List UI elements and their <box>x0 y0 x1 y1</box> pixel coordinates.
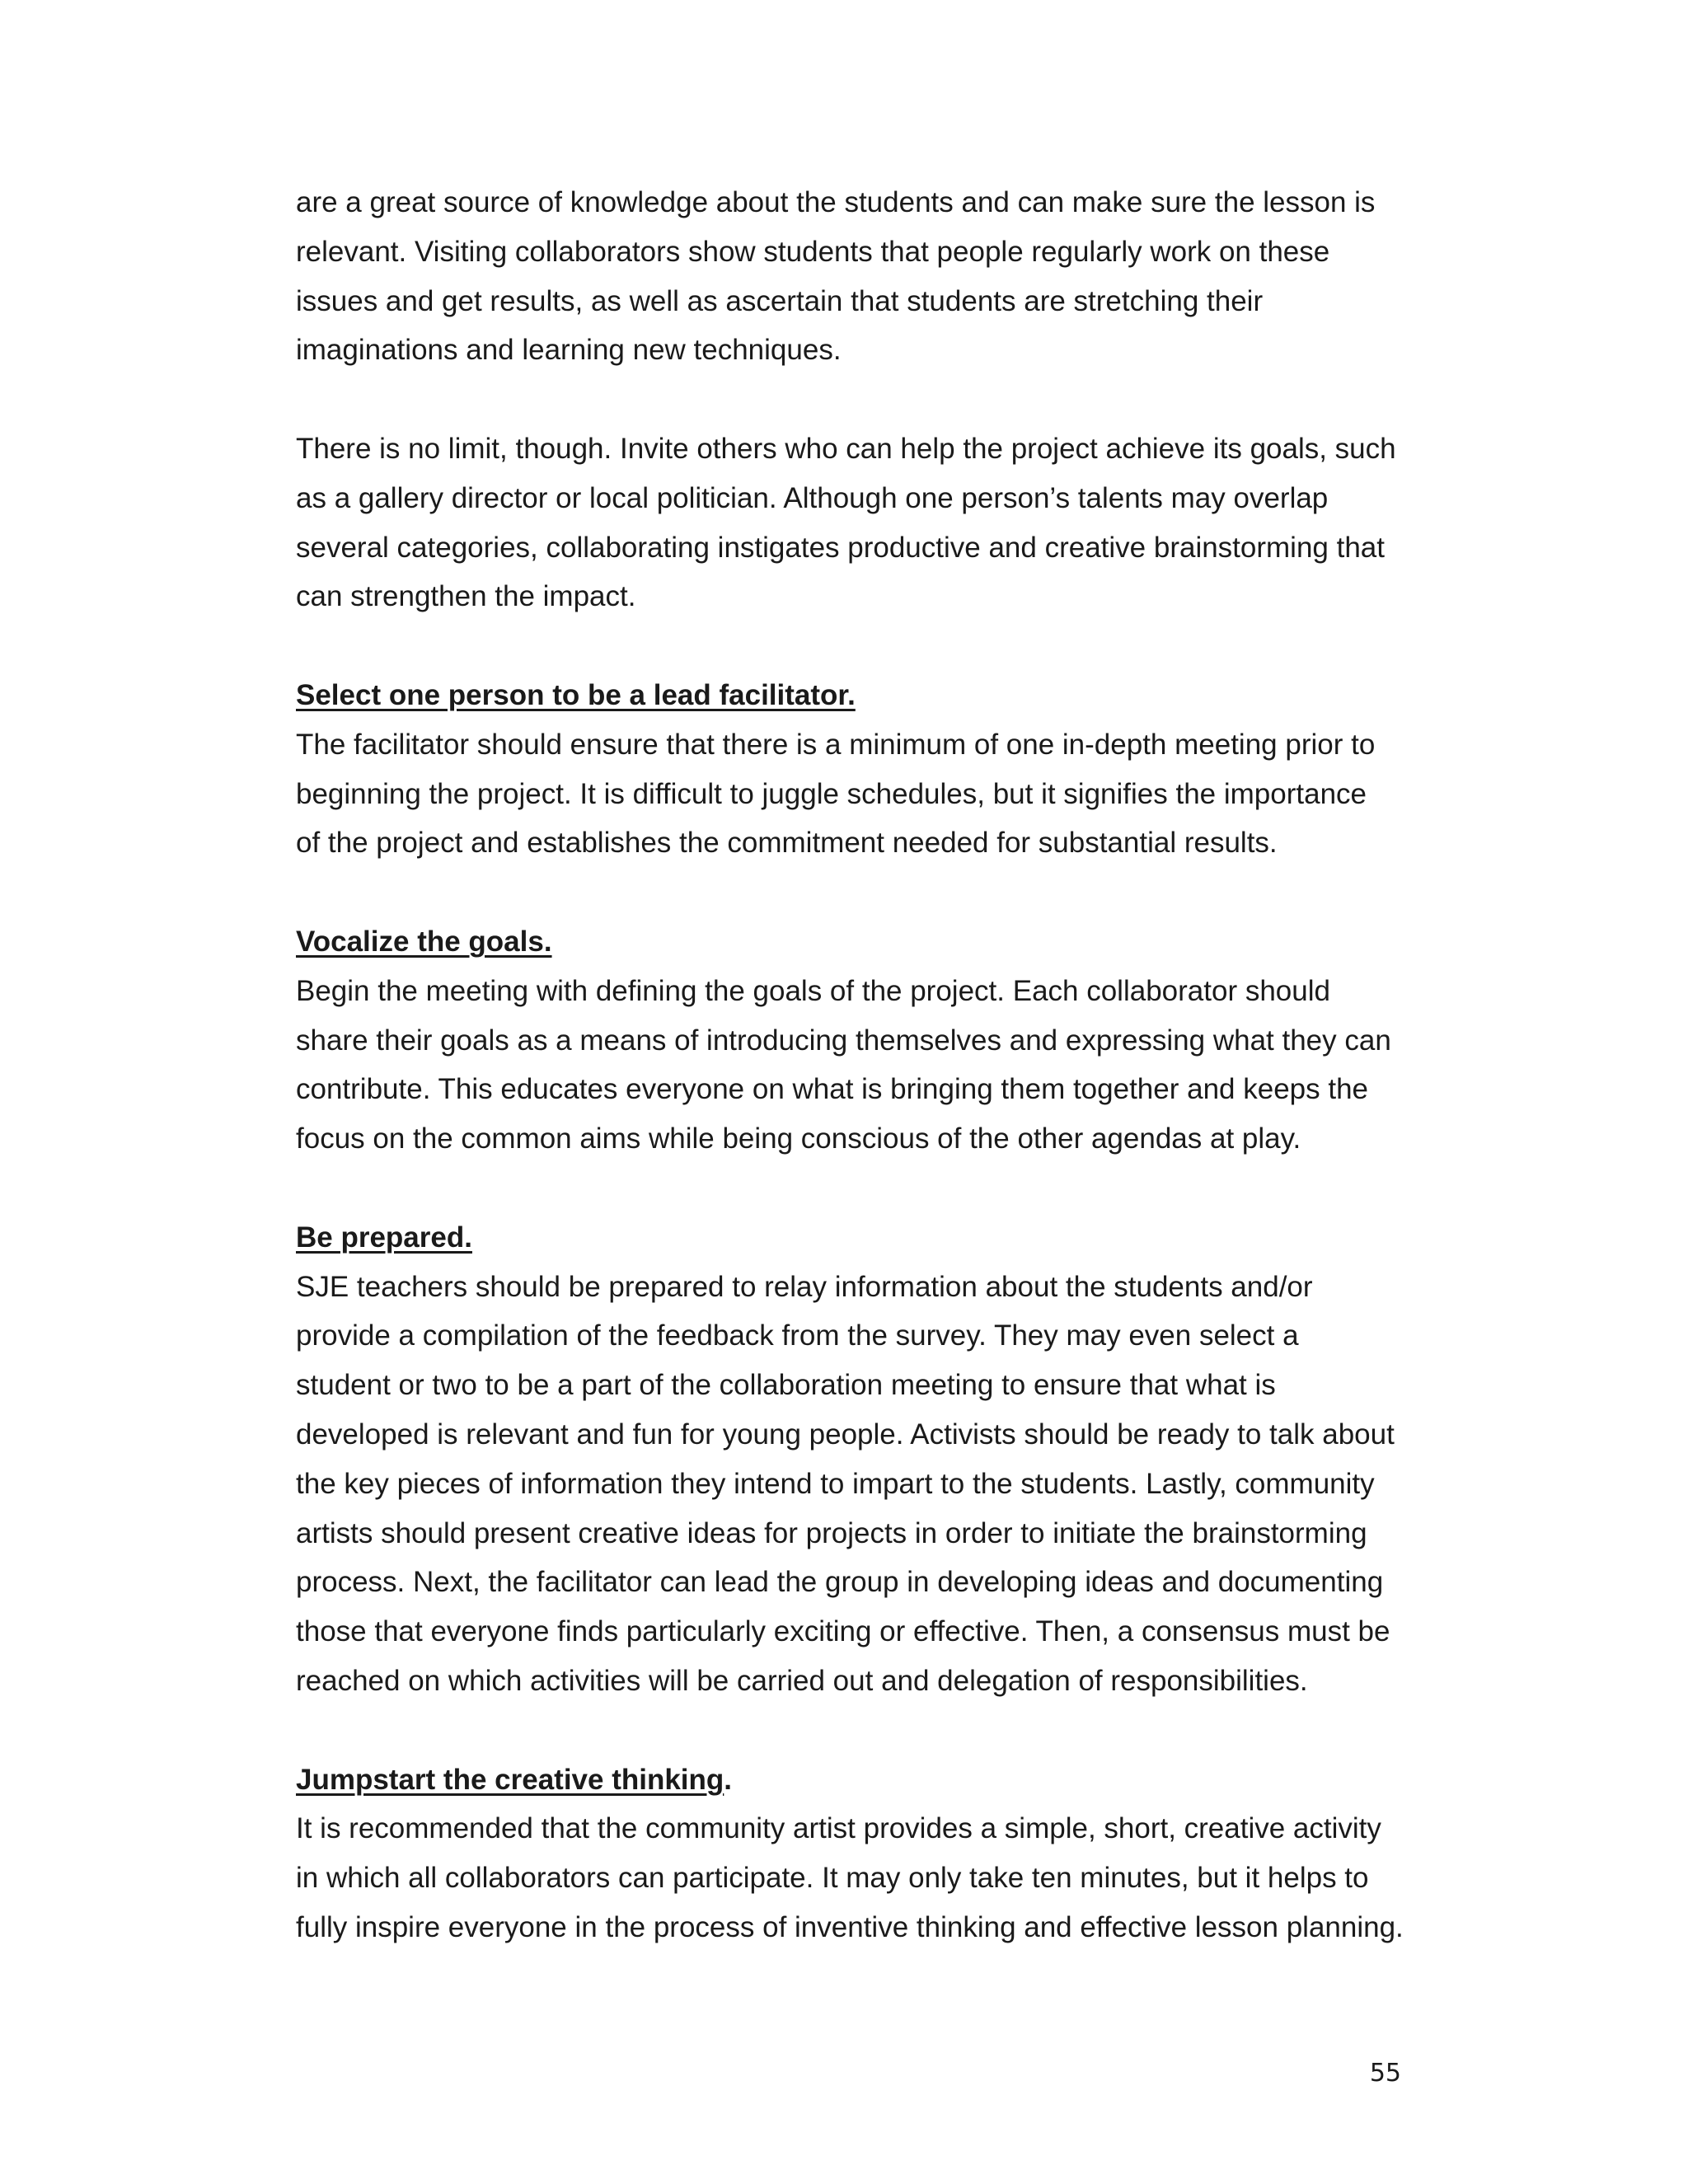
paragraph-collaborators-knowledge <box>296 178 1400 375</box>
page-number: 55 <box>1369 2059 1401 2088</box>
paragraph-line: Begin the meeting with defining the goals of the project. Each collaborator should <box>296 974 1330 1007</box>
paragraph-line: There is no limit, though. Invite others who can help the project achieve its goals, such <box>296 432 1396 465</box>
paragraph-line: the key pieces of information they intend to impart to the students. Lastly, community <box>296 1467 1375 1500</box>
section-lead-facilitator <box>296 671 1400 868</box>
paragraph-line: those that everyone finds particularly exciting or effective. Then, a consensus must be <box>296 1615 1390 1648</box>
paragraph-line: imaginations and learning new techniques. <box>296 334 842 367</box>
paragraph-spacer <box>296 1706 1400 1755</box>
paragraph-line: SJE teachers should be prepared to relay information about the students and/or <box>296 1270 1313 1303</box>
paragraph-line: several categories, collaborating instigates productive and creative brainstorming that <box>296 531 1385 564</box>
paragraph-line: developed is relevant and fun for young people. Activists should be ready to talk about <box>296 1418 1395 1451</box>
paragraph-line: relevant. Visiting collaborators show students that people regularly work on these <box>296 235 1330 268</box>
paragraph-no-limit <box>296 424 1400 621</box>
paragraph-spacer <box>296 375 1400 424</box>
paragraph-line: contribute. This educates everyone on what is bringing them together and keeps the <box>296 1073 1368 1106</box>
section-heading-text: Vocalize the goals. <box>296 925 552 958</box>
section-jumpstart <box>296 1755 1404 1952</box>
paragraph-line: provide a compilation of the feedback from the survey. They may even select a <box>296 1319 1299 1352</box>
paragraph-line: artists should present creative ideas for projects in order to initiate the brainstorming <box>296 1516 1367 1549</box>
paragraph-spacer <box>296 621 1400 671</box>
paragraph-spacer <box>296 868 1400 917</box>
paragraph-spacer <box>296 1164 1400 1213</box>
section-heading <box>296 1213 1400 1263</box>
paragraph-line: as a gallery director or local politician. Although one person’s talents may overlap <box>296 481 1329 514</box>
paragraph-line: are a great source of knowledge about the students and can make sure the lesson is <box>296 186 1376 218</box>
paragraph-line: student or two to be a part of the collaboration meeting to ensure that what is <box>296 1369 1276 1402</box>
paragraph-line: issues and get results, as well as ascertain that students are stretching their <box>296 284 1264 317</box>
section-heading <box>296 1755 1400 1805</box>
paragraph-line: share their goals as a means of introducing themselves and expressing what they can <box>296 1024 1391 1057</box>
paragraph-line: of the project and establishes the commitment needed for substantial results. <box>296 827 1278 860</box>
paragraph-line: The facilitator should ensure that there is a minimum of one in-depth meeting prior to <box>296 728 1376 761</box>
paragraph-line: focus on the common aims while being conscious of the other agendas at play. <box>296 1122 1301 1155</box>
paragraph-line: fully inspire everyone in the process of inventive thinking and effective lesson planning. <box>296 1910 1404 1943</box>
section-be-prepared <box>296 1213 1400 1706</box>
paragraph-line: in which all collaborators can participate. It may only take ten minutes, but it helps to <box>296 1862 1369 1895</box>
section-vocalize-goals <box>296 917 1400 1164</box>
section-heading <box>296 917 1400 967</box>
section-heading <box>296 671 1400 720</box>
paragraph-line: beginning the project. It is difficult to juggle schedules, but it signifies the importance <box>296 777 1367 810</box>
paragraph-line: can strengthen the impact. <box>296 580 636 613</box>
paragraph-line: It is recommended that the community artist provides a simple, short, creative activity <box>296 1812 1381 1845</box>
body-text <box>296 178 1404 1952</box>
paragraph-line: process. Next, the facilitator can lead the group in developing ideas and documenting <box>296 1566 1384 1599</box>
section-heading-text: Select one person to be a lead facilitator. <box>296 678 856 711</box>
section-heading-text: Be prepared. <box>296 1221 472 1254</box>
section-heading-text: Jumpstart the creative thinking <box>296 1763 724 1796</box>
section-heading-suffix: . <box>724 1763 733 1796</box>
paragraph-line: reached on which activities will be carried out and delegation of responsibilities. <box>296 1664 1308 1697</box>
